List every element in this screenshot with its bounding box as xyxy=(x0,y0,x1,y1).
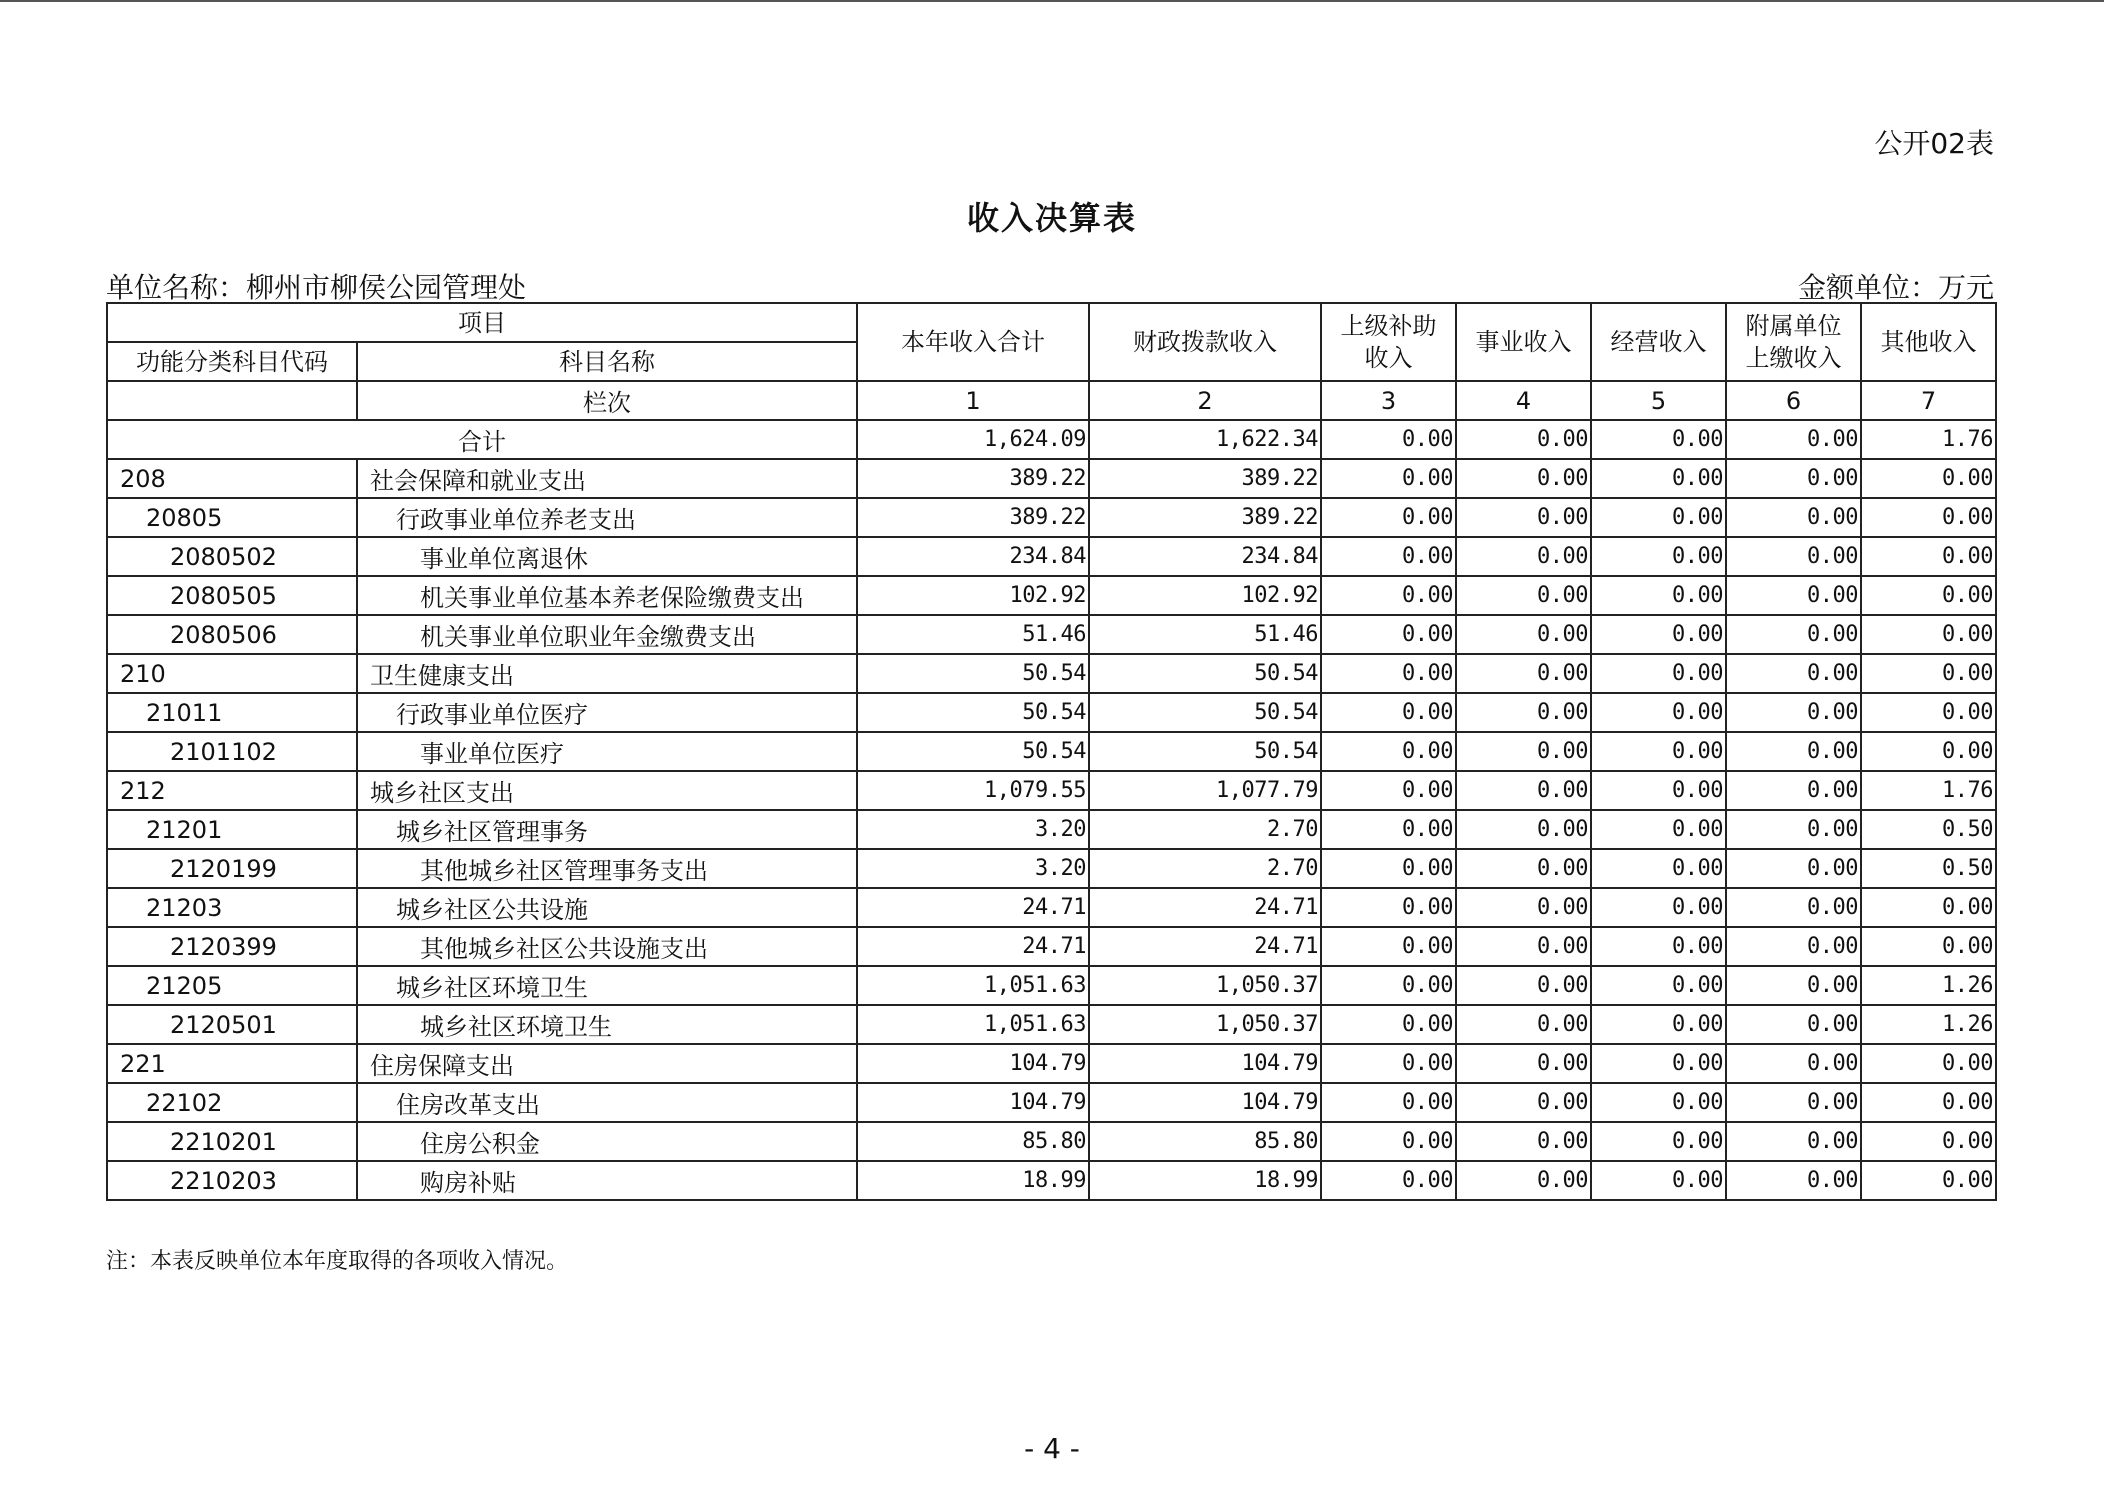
amount-cell: 0.00 xyxy=(1456,927,1591,966)
table-row xyxy=(107,1005,1996,1044)
amount-cell: 234.84 xyxy=(1089,537,1321,576)
form-number: 公开02表 xyxy=(1874,127,1994,160)
amount-cell: 0.00 xyxy=(1726,615,1861,654)
amount-cell: 50.54 xyxy=(857,654,1089,693)
amount-cell: 0.00 xyxy=(1591,1083,1726,1122)
amount-cell: 0.00 xyxy=(1591,1122,1726,1161)
amount-cell: 0.00 xyxy=(1456,1161,1591,1200)
amount-cell: 0.00 xyxy=(1321,537,1456,576)
subject-name: 事业单位离退休 xyxy=(357,537,857,576)
table-row xyxy=(107,576,1996,615)
table-row xyxy=(107,537,1996,576)
amount-cell: 0.00 xyxy=(1726,732,1861,771)
header-item: 项目 xyxy=(107,303,857,342)
amount-cell: 3.20 xyxy=(857,810,1089,849)
amount-cell: 0.00 xyxy=(1861,576,1996,615)
amount-cell: 389.22 xyxy=(857,498,1089,537)
amount-cell: 0.00 xyxy=(1321,615,1456,654)
amount-cell: 0.00 xyxy=(1456,654,1591,693)
subject-name: 社会保障和就业支出 xyxy=(357,459,857,498)
amount-cell: 0.00 xyxy=(1726,966,1861,1005)
subject-code: 21203 xyxy=(107,888,357,927)
header-code: 功能分类科目代码 xyxy=(107,342,357,381)
subject-code: 20805 xyxy=(107,498,357,537)
amount-cell: 389.22 xyxy=(1089,459,1321,498)
amount-cell: 3.20 xyxy=(857,849,1089,888)
subject-name: 城乡社区环境卫生 xyxy=(357,1005,857,1044)
amount-cell: 0.00 xyxy=(1726,927,1861,966)
amount-cell: 0.00 xyxy=(1456,1044,1591,1083)
amount-cell: 50.54 xyxy=(857,693,1089,732)
subject-name: 城乡社区管理事务 xyxy=(357,810,857,849)
amount-cell: 234.84 xyxy=(857,537,1089,576)
amount-cell: 18.99 xyxy=(1089,1161,1321,1200)
column-header: 其他收入 xyxy=(1861,303,1996,381)
amount-cell: 0.00 xyxy=(1591,615,1726,654)
amount-cell: 24.71 xyxy=(1089,927,1321,966)
total-row xyxy=(107,420,1996,459)
amount-cell: 0.00 xyxy=(1726,537,1861,576)
amount-cell: 104.79 xyxy=(857,1044,1089,1083)
column-number-label: 栏次 xyxy=(357,381,857,420)
subject-name: 机关事业单位职业年金缴费支出 xyxy=(357,615,857,654)
amount-cell: 0.00 xyxy=(1321,1122,1456,1161)
amount-cell: 50.54 xyxy=(857,732,1089,771)
subject-name: 城乡社区公共设施 xyxy=(357,888,857,927)
amount-cell: 0.00 xyxy=(1861,888,1996,927)
column-number: 7 xyxy=(1861,381,1996,420)
amount-cell: 0.00 xyxy=(1861,498,1996,537)
amount-cell: 104.79 xyxy=(1089,1083,1321,1122)
column-number: 6 xyxy=(1726,381,1861,420)
amount-cell: 1,050.37 xyxy=(1089,1005,1321,1044)
amount-cell: 0.00 xyxy=(1726,693,1861,732)
subject-code: 2210201 xyxy=(107,1122,357,1161)
amount-cell: 0.00 xyxy=(1861,1083,1996,1122)
amount-cell: 24.71 xyxy=(857,888,1089,927)
amount-cell: 0.00 xyxy=(1321,966,1456,1005)
amount-cell: 0.00 xyxy=(1861,615,1996,654)
table-row xyxy=(107,615,1996,654)
amount-cell: 0.00 xyxy=(1456,732,1591,771)
table-row xyxy=(107,1161,1996,1200)
amount-cell: 0.00 xyxy=(1591,654,1726,693)
income-report-table xyxy=(106,302,1997,1201)
amount-cell: 1,077.79 xyxy=(1089,771,1321,810)
amount-cell: 1,051.63 xyxy=(857,966,1089,1005)
amount-cell: 0.00 xyxy=(1456,888,1591,927)
amount-cell: 0.00 xyxy=(1861,1044,1996,1083)
amount-cell: 389.22 xyxy=(857,459,1089,498)
amount-cell: 0.00 xyxy=(1456,1083,1591,1122)
amount-cell: 0.00 xyxy=(1591,966,1726,1005)
amount-cell: 0.00 xyxy=(1456,1122,1591,1161)
subject-name: 行政事业单位医疗 xyxy=(357,693,857,732)
amount-cell: 0.00 xyxy=(1726,654,1861,693)
amount-cell: 50.54 xyxy=(1089,693,1321,732)
amount-cell: 0.00 xyxy=(1726,576,1861,615)
amount-cell: 0.00 xyxy=(1591,576,1726,615)
amount-cell: 0.00 xyxy=(1591,1044,1726,1083)
amount-cell: 1.26 xyxy=(1861,966,1996,1005)
amount-cell: 0.00 xyxy=(1321,1161,1456,1200)
table-row xyxy=(107,810,1996,849)
total-value: 1,622.34 xyxy=(1089,420,1321,459)
subject-name: 机关事业单位基本养老保险缴费支出 xyxy=(357,576,857,615)
amount-cell: 0.00 xyxy=(1321,1044,1456,1083)
amount-cell: 1,079.55 xyxy=(857,771,1089,810)
blank-cell xyxy=(107,381,357,420)
total-value: 1,624.09 xyxy=(857,420,1089,459)
table-row xyxy=(107,498,1996,537)
amount-cell: 0.00 xyxy=(1456,615,1591,654)
amount-cell: 50.54 xyxy=(1089,654,1321,693)
column-header: 附属单位上缴收入 xyxy=(1726,303,1861,381)
amount-cell: 0.00 xyxy=(1321,810,1456,849)
header-row-1 xyxy=(107,303,1996,342)
subject-name: 住房改革支出 xyxy=(357,1083,857,1122)
amount-cell: 0.00 xyxy=(1726,498,1861,537)
table-row xyxy=(107,459,1996,498)
amount-cell: 0.00 xyxy=(1591,771,1726,810)
subject-name: 住房公积金 xyxy=(357,1122,857,1161)
amount-cell: 0.00 xyxy=(1456,459,1591,498)
amount-cell: 0.00 xyxy=(1456,1005,1591,1044)
amount-cell: 0.00 xyxy=(1591,693,1726,732)
amount-cell: 0.00 xyxy=(1726,459,1861,498)
total-value: 0.00 xyxy=(1456,420,1591,459)
column-header: 经营收入 xyxy=(1591,303,1726,381)
amount-cell: 85.80 xyxy=(1089,1122,1321,1161)
subject-code: 2120501 xyxy=(107,1005,357,1044)
amount-cell: 0.00 xyxy=(1591,888,1726,927)
subject-code: 21011 xyxy=(107,693,357,732)
amount-cell: 0.00 xyxy=(1726,810,1861,849)
amount-cell: 0.00 xyxy=(1321,459,1456,498)
column-header: 本年收入合计 xyxy=(857,303,1089,381)
subject-code: 22102 xyxy=(107,1083,357,1122)
subject-name: 卫生健康支出 xyxy=(357,654,857,693)
table-row xyxy=(107,1122,1996,1161)
amount-cell: 0.00 xyxy=(1321,771,1456,810)
amount-cell: 0.00 xyxy=(1321,654,1456,693)
table-row xyxy=(107,771,1996,810)
subject-code: 2080502 xyxy=(107,537,357,576)
page-title: 收入决算表 xyxy=(966,199,1137,237)
subject-name: 其他城乡社区公共设施支出 xyxy=(357,927,857,966)
total-label: 合计 xyxy=(107,420,857,459)
subject-code: 2120399 xyxy=(107,927,357,966)
total-value: 0.00 xyxy=(1321,420,1456,459)
amount-cell: 0.00 xyxy=(1861,1122,1996,1161)
column-number: 3 xyxy=(1321,381,1456,420)
amount-cell: 0.00 xyxy=(1456,576,1591,615)
table-note: 注：本表反映单位本年度取得的各项收入情况。 xyxy=(106,1249,569,1274)
amount-cell: 0.00 xyxy=(1726,1083,1861,1122)
amount-cell: 0.00 xyxy=(1726,1044,1861,1083)
amount-cell: 2.70 xyxy=(1089,810,1321,849)
amount-cell: 0.00 xyxy=(1321,498,1456,537)
amount-cell: 0.00 xyxy=(1456,966,1591,1005)
amount-cell: 51.46 xyxy=(1089,615,1321,654)
amount-cell: 0.00 xyxy=(1726,771,1861,810)
amount-cell: 0.00 xyxy=(1321,849,1456,888)
subject-name: 购房补贴 xyxy=(357,1161,857,1200)
amount-cell: 0.00 xyxy=(1456,498,1591,537)
table-row xyxy=(107,1083,1996,1122)
amount-cell: 0.00 xyxy=(1591,849,1726,888)
amount-cell: 389.22 xyxy=(1089,498,1321,537)
amount-cell: 24.71 xyxy=(1089,888,1321,927)
amount-cell: 0.00 xyxy=(1591,1161,1726,1200)
amount-cell: 0.00 xyxy=(1591,927,1726,966)
amount-cell: 1.26 xyxy=(1861,1005,1996,1044)
amount-unit: 金额单位：万元 xyxy=(1797,271,1994,304)
amount-cell: 0.00 xyxy=(1321,1005,1456,1044)
amount-cell: 0.50 xyxy=(1861,810,1996,849)
amount-cell: 0.00 xyxy=(1456,693,1591,732)
subject-code: 2080506 xyxy=(107,615,357,654)
amount-cell: 85.80 xyxy=(857,1122,1089,1161)
top-border-line xyxy=(0,0,2104,2)
amount-cell: 102.92 xyxy=(857,576,1089,615)
amount-cell: 0.00 xyxy=(1861,537,1996,576)
amount-cell: 1,050.37 xyxy=(1089,966,1321,1005)
amount-cell: 0.00 xyxy=(1861,1161,1996,1200)
subject-name: 事业单位医疗 xyxy=(357,732,857,771)
amount-cell: 0.50 xyxy=(1861,849,1996,888)
column-header: 上级补助收入 xyxy=(1321,303,1456,381)
subject-code: 2120199 xyxy=(107,849,357,888)
subject-code: 2080505 xyxy=(107,576,357,615)
amount-cell: 0.00 xyxy=(1726,849,1861,888)
subject-code: 208 xyxy=(107,459,357,498)
amount-cell: 0.00 xyxy=(1321,888,1456,927)
amount-cell: 0.00 xyxy=(1726,1005,1861,1044)
subject-code: 2210203 xyxy=(107,1161,357,1200)
subject-name: 城乡社区环境卫生 xyxy=(357,966,857,1005)
table-row xyxy=(107,927,1996,966)
amount-cell: 1.76 xyxy=(1861,771,1996,810)
amount-cell: 0.00 xyxy=(1861,732,1996,771)
amount-cell: 104.79 xyxy=(1089,1044,1321,1083)
amount-cell: 0.00 xyxy=(1456,810,1591,849)
total-value: 0.00 xyxy=(1726,420,1861,459)
unit-name: 单位名称：柳州市柳侯公园管理处 xyxy=(106,271,527,304)
column-number: 4 xyxy=(1456,381,1591,420)
table-row xyxy=(107,966,1996,1005)
subject-code: 21205 xyxy=(107,966,357,1005)
amount-cell: 0.00 xyxy=(1591,1005,1726,1044)
total-value: 1.76 xyxy=(1861,420,1996,459)
amount-cell: 104.79 xyxy=(857,1083,1089,1122)
amount-cell: 0.00 xyxy=(1591,537,1726,576)
subject-name: 住房保障支出 xyxy=(357,1044,857,1083)
amount-cell: 0.00 xyxy=(1321,1083,1456,1122)
amount-cell: 24.71 xyxy=(857,927,1089,966)
amount-cell: 0.00 xyxy=(1861,927,1996,966)
amount-cell: 0.00 xyxy=(1861,459,1996,498)
amount-cell: 0.00 xyxy=(1321,693,1456,732)
amount-cell: 0.00 xyxy=(1591,459,1726,498)
amount-cell: 0.00 xyxy=(1456,849,1591,888)
subject-name: 其他城乡社区管理事务支出 xyxy=(357,849,857,888)
column-number: 5 xyxy=(1591,381,1726,420)
amount-cell: 2.70 xyxy=(1089,849,1321,888)
table-row xyxy=(107,693,1996,732)
table-row xyxy=(107,732,1996,771)
table-row xyxy=(107,654,1996,693)
column-header: 事业收入 xyxy=(1456,303,1591,381)
column-number: 2 xyxy=(1089,381,1321,420)
amount-cell: 102.92 xyxy=(1089,576,1321,615)
amount-cell: 0.00 xyxy=(1861,693,1996,732)
column-header: 财政拨款收入 xyxy=(1089,303,1321,381)
amount-cell: 0.00 xyxy=(1456,537,1591,576)
amount-cell: 0.00 xyxy=(1726,1122,1861,1161)
subject-code: 212 xyxy=(107,771,357,810)
amount-cell: 51.46 xyxy=(857,615,1089,654)
amount-cell: 0.00 xyxy=(1321,927,1456,966)
amount-cell: 0.00 xyxy=(1321,576,1456,615)
page-number: - 4 - xyxy=(1024,1432,1080,1465)
amount-cell: 0.00 xyxy=(1591,498,1726,537)
amount-cell: 0.00 xyxy=(1861,654,1996,693)
subject-name: 城乡社区支出 xyxy=(357,771,857,810)
amount-cell: 0.00 xyxy=(1726,888,1861,927)
subject-name: 行政事业单位养老支出 xyxy=(357,498,857,537)
header-name: 科目名称 xyxy=(357,342,857,381)
amount-cell: 50.54 xyxy=(1089,732,1321,771)
subject-code: 2101102 xyxy=(107,732,357,771)
amount-cell: 0.00 xyxy=(1591,732,1726,771)
column-number: 1 xyxy=(857,381,1089,420)
amount-cell: 1,051.63 xyxy=(857,1005,1089,1044)
amount-cell: 0.00 xyxy=(1591,810,1726,849)
amount-cell: 0.00 xyxy=(1456,771,1591,810)
amount-cell: 0.00 xyxy=(1321,732,1456,771)
table-row xyxy=(107,1044,1996,1083)
table-row xyxy=(107,849,1996,888)
amount-cell: 18.99 xyxy=(857,1161,1089,1200)
column-number-row xyxy=(107,381,1996,420)
amount-cell: 0.00 xyxy=(1726,1161,1861,1200)
subject-code: 21201 xyxy=(107,810,357,849)
total-value: 0.00 xyxy=(1591,420,1726,459)
subject-code: 210 xyxy=(107,654,357,693)
table-row xyxy=(107,888,1996,927)
subject-code: 221 xyxy=(107,1044,357,1083)
